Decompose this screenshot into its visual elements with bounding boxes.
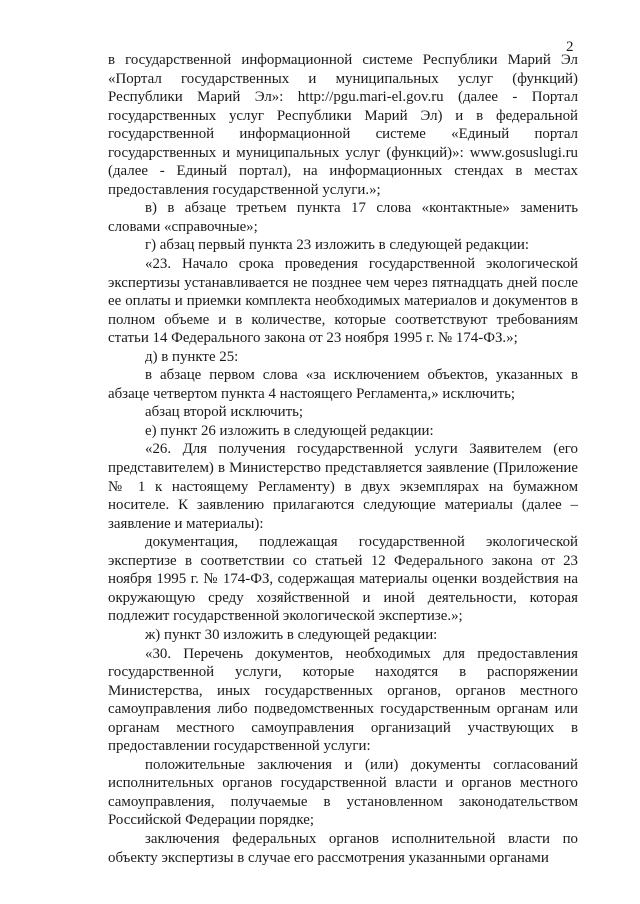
paragraph-item-g: г) абзац первый пункта 23 изложить в следующей редакции:: [145, 237, 530, 254]
paragraph-item-zh: ж) пункт 30 изложить в следующей редакции:: [145, 626, 438, 643]
paragraph-item-e: е) пункт 26 изложить в следующей редакции:: [145, 422, 434, 439]
paragraph-item-d: д) в пункте 25:: [145, 348, 239, 365]
paragraph-clause-23: «23. Начало срока проведения государственной экологической экспертизы устанавливается не позднее чем через пятнадцать дней после ее оплаты и приемки комплекта необходимых материалов и документов в полном объеме и в количестве, которые соответствуют требованиям статьи 14 Федерального закона от 23 ноября 1995 г. № 174-ФЗ.»;: [108, 256, 578, 347]
paragraph-item-v: в) в абзаце третьем пункта 17 слова «контактные» заменить словами «справочные»;: [108, 200, 578, 235]
paragraph-clause-26: «26. Для получения государственной услуги Заявителем (его представителем) в Министерство представляется заявление (Приложение № 1 к настоящему Регламенту) в двух экземплярах на бумажном носителе. К заявлению прилагаются следующие материалы (далее – заявление и материалы):: [108, 441, 578, 532]
paragraph-portal-info: в государственной информационной системе Республики Марий Эл «Портал государственных и муниципальных услуг (функций) Республики Марий Эл»: http://pgu.mari-el.gov.ru (далее - Портал государственных услуг Республики Марий Эл) и в федеральной государственной информационной системе «Единый портал государственных и муниципальных услуг (функций)»: www.gosuslugi.ru (далее - Единый портал), на информационных стендах в местах предоставления государственной услуги.»;: [108, 52, 578, 198]
page-number: 2: [566, 39, 574, 55]
document-body: [108, 51, 578, 867]
paragraph-clause-30: «30. Перечень документов, необходимых для предоставления государственной услуги, которые находятся в распоряжении Министерства, иных государственных органов, органов местного самоуправления либо подведомственных государственным органам или органам местного самоуправления организаций участвующих в предоставлении государственной услуги:: [108, 645, 578, 755]
paragraph-clause-30-federal: заключения федеральных органов исполнительной власти по объекту экспертизы в случае его рассмотрения указанными органами: [108, 830, 578, 866]
paragraph-item-d-second: абзац второй исключить;: [145, 404, 304, 421]
paragraph-item-d-first: в абзаце первом слова «за исключением объектов, указанных в абзаце четвертом пункта 4 настоящего Регламента,» исключить;: [108, 367, 578, 402]
paragraph-clause-26-docs: документация, подлежащая государственной экологической экспертизе в соответствии со статьей 12 Федерального закона от 23 ноября 1995 г. № 174-ФЗ, содержащая материалы оценки воздействия на окружающую среду хозяйственной и иной деятельности, которая подлежит государственной экологической экспертизе.»;: [108, 534, 578, 625]
paragraph-clause-30-conclusions: положительные заключения и (или) документы согласований исполнительных органов государственной власти и органов местного самоуправления, получаемые в установленном законодательством Российской Федерации порядке;: [108, 756, 578, 829]
